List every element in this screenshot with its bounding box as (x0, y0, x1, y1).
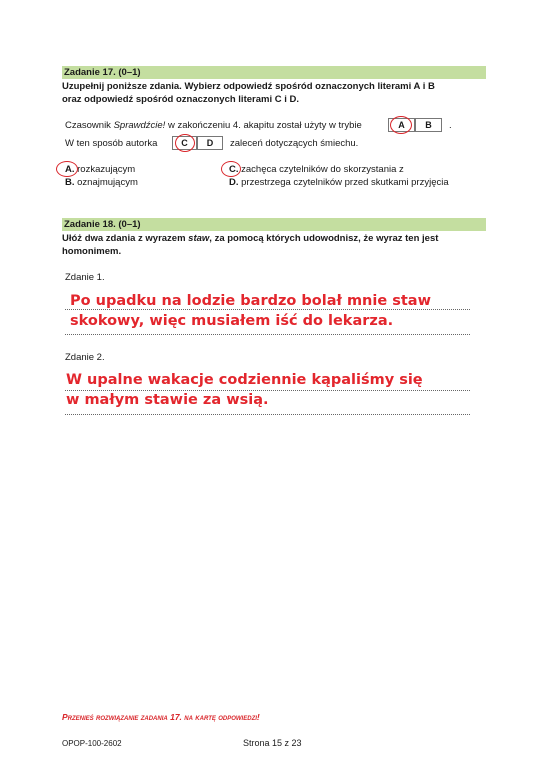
transfer-note-num: 17. (170, 712, 182, 722)
sentence1-post: w zakończeniu 4. akapitu został użyty w trybie (165, 120, 362, 131)
answer-line-2b[interactable] (65, 414, 470, 415)
task-17-instruction-line2: oraz odpowiedź spośród oznaczonych literami C i D. (62, 94, 300, 105)
page-number: Strona 15 z 23 (243, 738, 302, 748)
exam-code: OPOP-100-2602 (62, 739, 122, 748)
answer-box-b[interactable]: B (415, 118, 442, 132)
task-18-header: Zadanie 18. (0–1) (62, 218, 486, 231)
option-d-text: przestrzega czytelników przed skutkami przyjęcia (238, 177, 449, 188)
task-17-instruction-line1: Uzupełnij poniższe zdania. Wybierz odpowiedź spośród oznaczonych literami A i B (62, 81, 435, 92)
selection-circle-option-a (56, 161, 78, 177)
selection-circle-c (175, 134, 195, 152)
option-b-letter: B. (65, 177, 75, 188)
selection-circle-option-c (221, 161, 241, 177)
handwritten-sentence1-line1: Po upadku na lodzie bardzo bolał mnie staw (70, 293, 431, 309)
answer-box-d[interactable]: D (197, 136, 223, 150)
task-17-sentence2-post: zaleceń dotyczących śmiechu. (230, 138, 359, 149)
task-17-sentence2-pre: W ten sposób autorka (65, 138, 158, 149)
task-18-instr-post: , za pomocą których udowodnisz, że wyraz ten jest (209, 233, 439, 244)
sentence1-label: Zdanie 1. (65, 272, 105, 283)
option-c-letter: C. (229, 164, 239, 175)
task-18-instruction-line2: homonimem. (62, 246, 122, 257)
handwritten-sentence2-line1: W upalne wakacje codziennie kąpaliśmy się (66, 372, 423, 388)
transfer-note-pre: Przenieś rozwiązanie zadania (62, 712, 171, 722)
transfer-note (62, 712, 260, 722)
sentence2-label: Zdanie 2. (65, 352, 105, 363)
option-a-text: rozkazującym (74, 164, 136, 175)
option-d[interactable] (229, 177, 449, 189)
option-c-text: zachęca czytelników do skorzystania z (238, 164, 404, 175)
task-18-instruction-line1 (62, 232, 492, 245)
option-b[interactable] (65, 177, 138, 189)
handwritten-sentence2-line2: w małym stawie za wsią. (66, 392, 269, 408)
task-18-instr-italic: staw (188, 233, 210, 244)
option-d-letter: D. (229, 177, 239, 188)
answer-line-1b[interactable] (65, 334, 470, 335)
sentence1-italic-word: Sprawdźcie! (113, 120, 166, 131)
sentence1-pre: Czasownik (65, 120, 114, 131)
task-18-instr-pre: Ułóż dwa zdania z wyrazem (62, 233, 189, 244)
sentence1-end: . (449, 120, 452, 131)
option-a-letter: A. (65, 164, 75, 175)
transfer-note-post: na kartę odpowiedzi! (181, 712, 260, 722)
answer-box-a[interactable]: A (388, 118, 415, 132)
task-17-header: Zadanie 17. (0–1) (62, 66, 486, 79)
option-c[interactable] (229, 164, 404, 176)
answer-box-c[interactable]: C (172, 136, 197, 150)
task-17-sentence1 (65, 120, 362, 132)
option-b-text: oznajmującym (74, 177, 138, 188)
handwritten-sentence1-line2: skokowy, więc musiałem iść do lekarza. (70, 313, 394, 329)
selection-circle-a (390, 116, 412, 134)
